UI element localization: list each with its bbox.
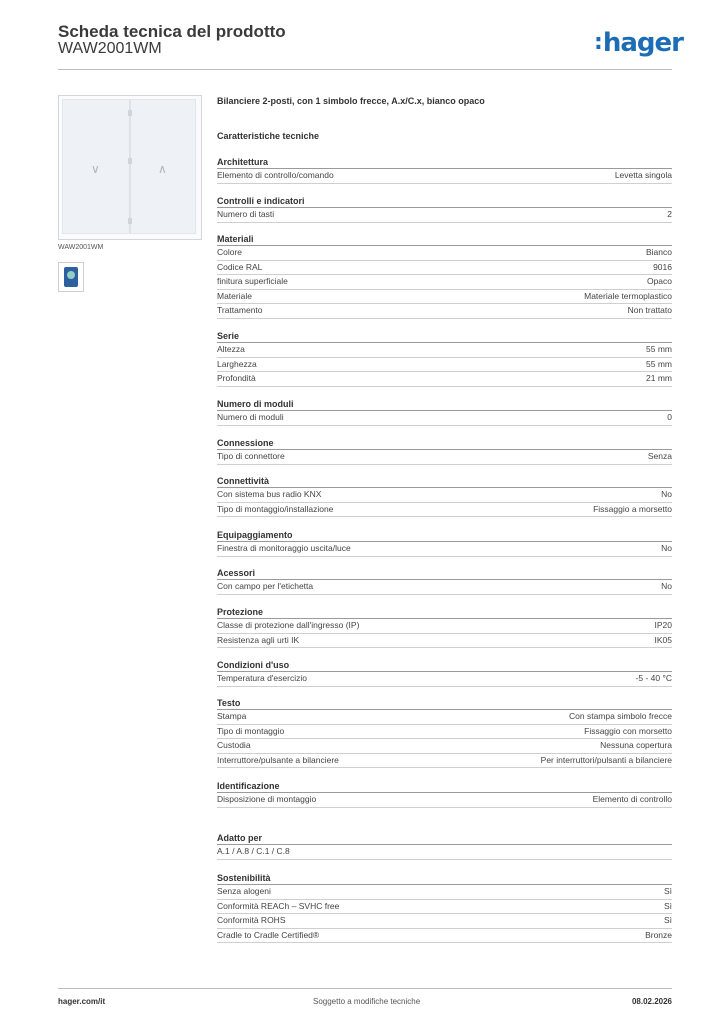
footer-divider: [58, 988, 672, 989]
spec-value: IP20: [654, 620, 672, 630]
spec-label: Larghezza: [217, 358, 257, 369]
spec-label: Cradle to Cradle Certified®: [217, 929, 320, 940]
spec-label: Materiale: [217, 290, 252, 301]
spec-label: Interruttore/pulsante a bilanciere: [217, 754, 339, 765]
spec-label: Numero di moduli: [217, 412, 284, 422]
spec-row: [217, 580, 672, 595]
spec-value: Materiale termoplastico: [584, 290, 672, 301]
spec-value: Fissaggio a morsetto: [593, 503, 672, 514]
spec-row: [217, 246, 672, 261]
spec-label: finitura superficiale: [217, 276, 288, 286]
spec-value: Sì: [663, 886, 672, 896]
spec-row: [217, 450, 672, 465]
spec-label: Resistenza agli urti IK: [217, 634, 300, 645]
section-title: Identificazione: [217, 780, 672, 793]
section-title: Adatto per: [217, 832, 672, 845]
spec-row: [217, 900, 672, 915]
spec-row: [217, 208, 672, 223]
spec-label: Classe di protezione dall'ingresso (IP): [217, 620, 360, 630]
spec-value: Opaco: [646, 276, 672, 286]
spec-section: [217, 233, 672, 319]
spec-label: Profondità: [217, 373, 256, 383]
spec-value: Con stampa simbolo frecce: [569, 711, 672, 721]
spec-value: IK05: [654, 634, 672, 645]
spec-label: Senza alogeni: [217, 886, 271, 896]
spec-value: No: [661, 581, 672, 591]
spec-label: A.1 / A.8 / C.1 / C.8: [217, 846, 290, 856]
spec-row: [217, 710, 672, 725]
spec-row: [217, 845, 672, 860]
spec-row: [217, 914, 672, 929]
footer-note: Soggetto a modifiche tecniche: [313, 997, 421, 1006]
spec-row: [217, 358, 672, 373]
section-title: Controlli e indicatori: [217, 195, 672, 208]
spec-row: [217, 488, 672, 503]
tech-specs-heading: Caratteristiche tecniche: [217, 131, 320, 141]
rocker-notch: [128, 110, 132, 116]
spec-label: Codice RAL: [217, 261, 263, 272]
spec-value: Non trattato: [627, 305, 672, 315]
spec-row: [217, 634, 672, 649]
spec-label: Tipo di connettore: [217, 451, 285, 461]
spec-row: [217, 793, 672, 808]
spec-value: Nessuna copertura: [600, 740, 672, 750]
product-code: WAW2001WM: [58, 40, 162, 57]
spec-value: -5 - 40 °C: [635, 673, 672, 683]
logo-text: hager: [602, 28, 683, 58]
spec-row: [217, 885, 672, 900]
spec-section: [217, 697, 672, 768]
spec-value: 21 mm: [646, 373, 672, 383]
rocker-split-line: [129, 100, 131, 233]
spec-row: [217, 411, 672, 426]
section-title: Protezione: [217, 606, 672, 619]
spec-row: [217, 343, 672, 358]
spec-value: No: [661, 543, 672, 553]
spec-section: [217, 780, 672, 808]
hager-logo: :hager: [594, 28, 683, 58]
spec-value: 0: [667, 412, 672, 422]
spec-section: [217, 606, 672, 648]
footer-date: 08.02.2026: [631, 997, 672, 1006]
spec-value: Levetta singola: [614, 170, 672, 180]
spec-value: 2: [667, 209, 672, 219]
rocker-notch: [128, 218, 132, 224]
section-title: Acessori: [217, 567, 672, 580]
product-image: [58, 95, 202, 240]
spec-value: Bronze: [645, 929, 672, 940]
spec-label: Trattamento: [217, 305, 263, 315]
spec-row: [217, 725, 672, 740]
spec-value: Bianco: [646, 247, 672, 257]
arrow-up-icon: ∧: [158, 162, 167, 176]
section-title: Testo: [217, 697, 672, 710]
rocker-switch-illustration: [62, 99, 196, 234]
section-title: Connettività: [217, 475, 672, 488]
spec-section: [217, 832, 672, 860]
section-title: Serie: [217, 330, 672, 343]
section-title: Sostenibilità: [217, 872, 672, 885]
spec-label: Conformità ROHS: [217, 915, 286, 925]
page-title: Scheda tecnica del prodotto: [58, 22, 286, 41]
spec-value: 9016: [653, 261, 672, 272]
spec-section: [217, 659, 672, 687]
section-title: Numero di moduli: [217, 398, 672, 411]
footer-website[interactable]: hager.com/it: [58, 997, 106, 1006]
section-title: Equipaggiamento: [217, 529, 672, 542]
spec-section: [217, 475, 672, 517]
spec-section: [217, 567, 672, 595]
spec-label: Elemento di controllo/comando: [217, 170, 334, 180]
spec-value: Elemento di controllo: [592, 794, 672, 804]
spec-label: Con campo per l'etichetta: [217, 581, 314, 591]
spec-row: [217, 304, 672, 319]
spec-label: Stampa: [217, 711, 247, 721]
spec-row: [217, 619, 672, 634]
section-title: Materiali: [217, 233, 672, 246]
spec-row: [217, 503, 672, 518]
spec-section: [217, 398, 672, 426]
product-image-caption: WAW2001WM: [58, 244, 104, 251]
spec-row: [217, 542, 672, 557]
spec-value: Per interruttori/pulsanti a bilanciere: [540, 754, 672, 765]
section-title: Connessione: [217, 437, 672, 450]
spec-label: Con sistema bus radio KNX: [217, 489, 322, 499]
product-description: Bilanciere 2-posti, con 1 simbolo frecce, A.x/C.x, bianco opaco: [217, 96, 485, 106]
spec-label: Finestra di monitoraggio uscita/luce: [217, 543, 351, 553]
spec-label: Custodia: [217, 740, 251, 750]
spec-value: 55 mm: [646, 358, 672, 369]
spec-section: [217, 330, 672, 387]
spec-row: [217, 275, 672, 290]
spec-label: Tipo di montaggio: [217, 725, 285, 736]
section-title: Architettura: [217, 156, 672, 169]
spec-value: Sì: [663, 900, 672, 911]
header-divider: [58, 69, 672, 70]
spec-section: [217, 529, 672, 557]
section-title: Condizioni d'uso: [217, 659, 672, 672]
spec-section: [217, 195, 672, 223]
rocker-notch: [128, 158, 132, 164]
spec-row: [217, 261, 672, 276]
spec-row: [217, 754, 672, 769]
spec-row: [217, 672, 672, 687]
spec-value: Senza: [647, 451, 672, 461]
spec-value: No: [661, 489, 672, 499]
spec-section: [217, 156, 672, 184]
spec-label: Altezza: [217, 344, 245, 354]
spec-value: Fissaggio con morsetto: [584, 725, 672, 736]
spec-label: Colore: [217, 247, 243, 257]
spec-row: [217, 290, 672, 305]
spec-label: Tipo di montaggio/installazione: [217, 503, 334, 514]
spec-value: Sì: [663, 915, 672, 925]
spec-label: Disposizione di montaggio: [217, 794, 317, 804]
arrow-down-icon: ∨: [91, 162, 100, 176]
spec-row: [217, 929, 672, 944]
spec-value: 55 mm: [646, 344, 672, 354]
spec-label: Temperatura d'esercizio: [217, 673, 307, 683]
spec-section: [217, 872, 672, 943]
spec-label: Numero di tasti: [217, 209, 275, 219]
spec-section: [217, 437, 672, 465]
spec-row: [217, 372, 672, 387]
spec-label: Conformità REACh – SVHC free: [217, 900, 340, 911]
spec-row: [217, 739, 672, 754]
cradle-to-cradle-badge-icon[interactable]: [58, 262, 84, 292]
spec-row: [217, 169, 672, 184]
